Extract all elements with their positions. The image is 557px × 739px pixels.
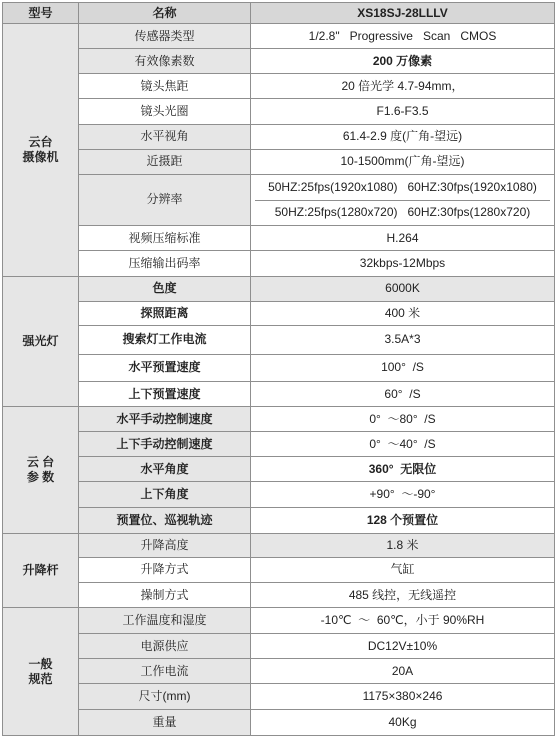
- label-sensor: 传感器类型: [79, 24, 251, 49]
- table-row: [3, 124, 555, 149]
- table-row: [3, 74, 555, 99]
- table-row: [3, 325, 555, 354]
- value-work-current: 20A: [251, 659, 555, 684]
- value-control: 485 线控，无线遥控: [251, 582, 555, 607]
- value-presets: 128 个预置位: [251, 507, 555, 533]
- table-row: [3, 407, 555, 432]
- value-resolution: [251, 174, 555, 225]
- table-row: [3, 277, 555, 301]
- label-weight: 重量: [79, 709, 251, 735]
- value-range: 400 米: [251, 301, 555, 325]
- value-env: -10℃ ～ 60℃，小于 90%RH: [251, 608, 555, 634]
- table-row: [3, 381, 555, 406]
- table-row: [3, 684, 555, 709]
- table-row: [3, 608, 555, 634]
- value-color-temp: 6000K: [251, 277, 555, 301]
- label-work-current: 工作电流: [79, 659, 251, 684]
- label-focal: 镜头焦距: [79, 74, 251, 99]
- table-row: [3, 457, 555, 482]
- label-env: 工作温度和湿度: [79, 608, 251, 634]
- label-presets: 预置位、巡视轨迹: [79, 507, 251, 533]
- label-lift-height: 升降高度: [79, 533, 251, 557]
- label-lift-mode: 升降方式: [79, 557, 251, 582]
- table-row: [3, 634, 555, 659]
- group-ptz-params: [3, 407, 79, 534]
- table-row: [3, 354, 555, 381]
- table-row: [3, 709, 555, 735]
- table-row: [3, 659, 555, 684]
- group-label-line: 规范: [28, 671, 53, 686]
- label-v-preset: 上下预置速度: [79, 381, 251, 406]
- group-label-line: 参 数: [26, 469, 55, 484]
- header-name: 名称: [79, 3, 251, 24]
- value-aperture: F1.6-F3.5: [251, 99, 555, 124]
- value-weight: 40Kg: [251, 709, 555, 735]
- value-lift-height: 1.8 米: [251, 533, 555, 557]
- label-aperture: 镜头光圈: [79, 99, 251, 124]
- table-row: [3, 533, 555, 557]
- value-min-focus: 10-1500mm(广角-望远): [251, 149, 555, 174]
- header-model: 型号: [3, 3, 79, 24]
- label-min-focus: 近摄距: [79, 149, 251, 174]
- value-bitrate: 32kbps-12Mbps: [251, 251, 555, 277]
- group-label-line: 摄像机: [22, 150, 59, 165]
- group-mast: [3, 533, 79, 607]
- label-h-manual: 水平手动控制速度: [79, 407, 251, 432]
- spec-table: [2, 2, 555, 736]
- table-row: [3, 49, 555, 74]
- table-row: [3, 226, 555, 251]
- table-row: [3, 482, 555, 507]
- label-v-angle: 上下角度: [79, 482, 251, 507]
- label-hfov: 水平视角: [79, 124, 251, 149]
- label-h-angle: 水平角度: [79, 457, 251, 482]
- resolution-line-1: 50HZ:25fps(1920x1080) 60HZ:30fps(1920x1080): [268, 179, 537, 194]
- table-row: [3, 24, 555, 49]
- value-v-manual: 0° ～40° /S: [251, 432, 555, 457]
- group-label-line: 云 台: [26, 454, 55, 469]
- group-label-line: 强光灯: [22, 334, 59, 349]
- value-h-angle: 360° 无限位: [251, 457, 555, 482]
- value-codec: H.264: [251, 226, 555, 251]
- value-current: 3.5A*3: [251, 325, 555, 354]
- table-row: [3, 251, 555, 277]
- label-v-manual: 上下手动控制速度: [79, 432, 251, 457]
- label-current: 搜索灯工作电流: [79, 325, 251, 354]
- value-hfov: 61.4-2.9 度(广角-望远): [251, 124, 555, 149]
- table-row: [3, 174, 555, 225]
- table-row: [3, 99, 555, 124]
- label-codec: 视频压缩标准: [79, 226, 251, 251]
- group-general: [3, 608, 79, 736]
- value-focal: 20 倍光学 4.7-94mm，: [251, 74, 555, 99]
- table-row: [3, 557, 555, 582]
- label-size: 尺寸(mm): [79, 684, 251, 709]
- label-power: 电源供应: [79, 634, 251, 659]
- value-size: 1175×380×246: [251, 684, 555, 709]
- value-sensor: 1/2.8" Progressive Scan CMOS: [251, 24, 555, 49]
- label-pixels: 有效像素数: [79, 49, 251, 74]
- group-light: [3, 277, 79, 407]
- value-pixels: 200 万像素: [251, 49, 555, 74]
- value-v-angle: +90° ～-90°: [251, 482, 555, 507]
- group-label-line: 云台: [28, 135, 53, 150]
- table-row: [3, 507, 555, 533]
- header-model-number: XS18SJ-28LLLV: [251, 3, 555, 24]
- label-h-preset: 水平预置速度: [79, 354, 251, 381]
- value-v-preset: 60° /S: [251, 381, 555, 406]
- label-range: 探照距离: [79, 301, 251, 325]
- table-row: [3, 582, 555, 607]
- value-power: DC12V±10%: [251, 634, 555, 659]
- table-row: [3, 432, 555, 457]
- label-resolution: 分辨率: [79, 174, 251, 225]
- value-h-manual: 0° ～80° /S: [251, 407, 555, 432]
- group-label-line: 升降杆: [22, 562, 59, 577]
- value-h-preset: 100° /S: [251, 354, 555, 381]
- table-row: [3, 301, 555, 325]
- label-bitrate: 压缩输出码率: [79, 251, 251, 277]
- table-row: [3, 149, 555, 174]
- resolution-line-2: 50HZ:25fps(1280x720) 60HZ:30fps(1280x720): [255, 200, 550, 226]
- group-label-line: 一般: [28, 656, 53, 671]
- group-ptz-camera: [3, 24, 79, 277]
- label-color-temp: 色度: [79, 277, 251, 301]
- label-control: 操制方式: [79, 582, 251, 607]
- header-row: [3, 3, 555, 24]
- value-lift-mode: 气缸: [251, 557, 555, 582]
